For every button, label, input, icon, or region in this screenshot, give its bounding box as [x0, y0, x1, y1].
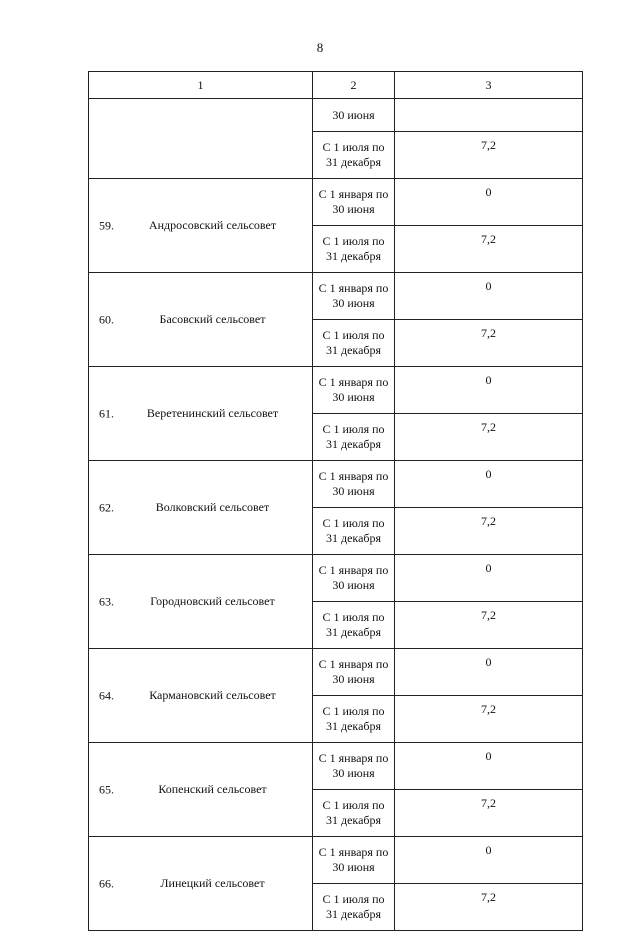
- period-cell: [313, 649, 395, 696]
- period-line: С 1 июля по: [322, 610, 385, 624]
- period-line: 30 июня: [332, 860, 375, 874]
- period-line: С 1 июля по: [322, 798, 385, 812]
- period-line: С 1 июля по: [322, 328, 385, 342]
- period-line: С 1 января по: [318, 563, 389, 577]
- period-line: С 1 января по: [318, 469, 389, 483]
- settlement-cell: [89, 555, 313, 649]
- rate-value: 0: [395, 555, 583, 602]
- rate-value: 7,2: [395, 132, 583, 179]
- rate-value: 7,2: [395, 790, 583, 837]
- table-row: [89, 99, 583, 132]
- period-line: 31 декабря: [325, 719, 382, 733]
- table-row: [89, 273, 583, 320]
- row-number: 63.: [99, 594, 114, 608]
- rate-value: 0: [395, 461, 583, 508]
- table-row: [89, 743, 583, 790]
- table-row: [89, 649, 583, 696]
- settlement-name: Андросовский сельсовет: [148, 218, 277, 232]
- settlement-name: Басовский сельсовет: [159, 312, 266, 326]
- period-line: 31 декабря: [325, 249, 382, 263]
- period-line: С 1 июля по: [322, 516, 385, 530]
- period-line: 31 декабря: [325, 155, 382, 169]
- rate-value: 7,2: [395, 320, 583, 367]
- settlement-name: Кармановский сельсовет: [149, 688, 276, 702]
- period-line: 30 июня: [332, 672, 375, 686]
- rate-value: 0: [395, 179, 583, 226]
- rate-value: 7,2: [395, 696, 583, 743]
- period-line: 31 декабря: [325, 343, 382, 357]
- header-col-2: 2: [313, 72, 395, 99]
- period-cell: [313, 508, 395, 555]
- period-line: 31 декабря: [325, 625, 382, 639]
- rate-value: 0: [395, 837, 583, 884]
- period-cell: [313, 461, 395, 508]
- settlement-cell: [89, 179, 313, 273]
- period-line: С 1 января по: [318, 375, 389, 389]
- period-cell: [313, 99, 395, 132]
- period-line: 30 июня: [332, 296, 375, 310]
- table-row: [89, 555, 583, 602]
- period-line: 30 июня: [332, 202, 375, 216]
- rate-value: 7,2: [395, 884, 583, 931]
- rate-value: 0: [395, 649, 583, 696]
- rate-value: 0: [395, 273, 583, 320]
- period-cell: [313, 414, 395, 461]
- period-cell: [313, 132, 395, 179]
- row-number: 59.: [99, 218, 114, 232]
- rates-table: [88, 71, 583, 931]
- settlement-cell: [89, 273, 313, 367]
- settlement-name: Линецкий сельсовет: [160, 876, 265, 890]
- period-line: 30 июня: [332, 484, 375, 498]
- table-row: [89, 461, 583, 508]
- settlement-cell: [89, 837, 313, 931]
- settlement-cell: [89, 367, 313, 461]
- rate-value: 7,2: [395, 508, 583, 555]
- period-line: 31 декабря: [325, 437, 382, 451]
- row-number: 66.: [99, 876, 114, 890]
- period-line: С 1 июля по: [322, 892, 385, 906]
- period-line: 30 июня: [332, 578, 375, 592]
- period-cell: [313, 555, 395, 602]
- table-header: [89, 72, 583, 99]
- period-line: 30 июня: [332, 766, 375, 780]
- table-row: [89, 837, 583, 884]
- rate-value: 7,2: [395, 602, 583, 649]
- row-number: 61.: [99, 406, 114, 420]
- settlement-cell: [89, 743, 313, 837]
- page-number: 8: [316, 40, 324, 55]
- row-number: 60.: [99, 312, 114, 326]
- settlement-name: Веретенинский сельсовет: [146, 406, 279, 420]
- period-line: С 1 июля по: [322, 704, 385, 718]
- period-cell: [313, 179, 395, 226]
- period-cell: [313, 320, 395, 367]
- period-cell: [313, 884, 395, 931]
- period-cell: [313, 226, 395, 273]
- period-cell: [313, 743, 395, 790]
- row-number: 65.: [99, 782, 114, 796]
- table-row: [89, 367, 583, 414]
- period-line: 30 июня: [332, 107, 375, 122]
- period-cell: [313, 367, 395, 414]
- period-cell: [313, 273, 395, 320]
- period-line: С 1 января по: [318, 845, 389, 859]
- period-line: С 1 июля по: [322, 234, 385, 248]
- settlement-cell: [89, 649, 313, 743]
- period-line: 31 декабря: [325, 813, 382, 827]
- period-line: С 1 июля по: [322, 140, 385, 154]
- rate-value: 0: [395, 743, 583, 790]
- period-cell: [313, 602, 395, 649]
- rate-value: 0: [395, 367, 583, 414]
- settlement-name: Городновский сельсовет: [150, 594, 275, 608]
- period-line: С 1 января по: [318, 281, 389, 295]
- settlement-name: Копенский сельсовет: [158, 782, 267, 796]
- period-line: С 1 января по: [318, 187, 389, 201]
- period-line: 31 декабря: [325, 531, 382, 545]
- settlement-name: Волковский сельсовет: [155, 500, 270, 514]
- row-number: 62.: [99, 500, 114, 514]
- settlement-cell: [89, 461, 313, 555]
- row-number: 64.: [99, 688, 114, 702]
- table-body: [89, 99, 583, 931]
- rate-value: 7,2: [395, 414, 583, 461]
- period-line: 30 июня: [332, 390, 375, 404]
- period-cell: [313, 696, 395, 743]
- period-line: С 1 января по: [318, 657, 389, 671]
- period-cell: [313, 837, 395, 884]
- rate-value: 7,2: [395, 226, 583, 273]
- header-col-1: 1: [89, 72, 313, 99]
- period-cell: [313, 790, 395, 837]
- table-row: [89, 179, 583, 226]
- period-line: 31 декабря: [325, 907, 382, 921]
- period-line: С 1 июля по: [322, 422, 385, 436]
- header-col-3: 3: [395, 72, 583, 99]
- rate-value: [395, 99, 583, 132]
- period-line: С 1 января по: [318, 751, 389, 765]
- name-cell-empty: [89, 99, 313, 179]
